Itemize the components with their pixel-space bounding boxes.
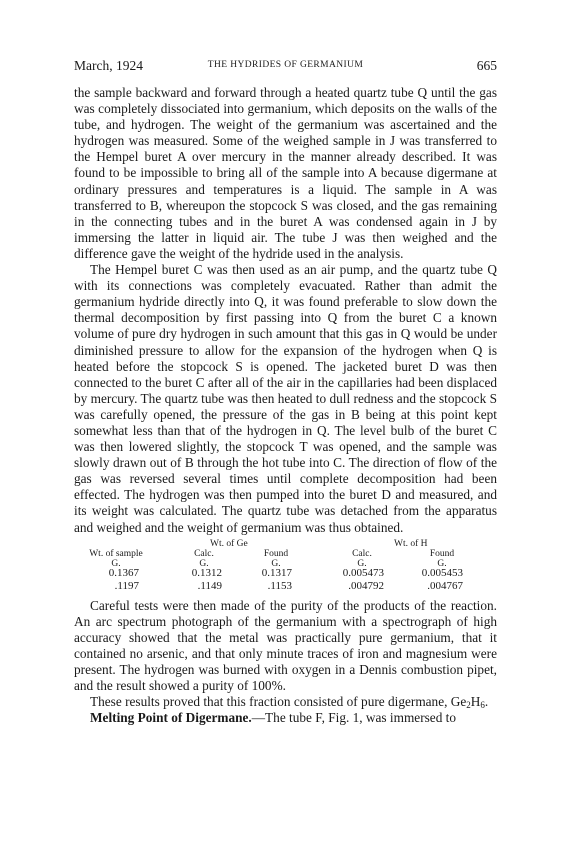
col-header-h-calc: Calc. G. [352, 548, 372, 569]
col-header-ge-found: Found G. [263, 548, 289, 569]
paragraph-4: These results proved that this fraction consisted of pure digermane, $Ge_2H_6$. [90, 694, 489, 711]
table-row: .1197 .1149 .1153 .004792 .004767 [114, 579, 463, 592]
paragraph-1: the sample backward and forward through a heated quartz tube Q until the gas was completely dissociated into germanium, which deposits on the walls of the tube, and hydrogen. The weight of the germanium was ascertained and the hydrogen was measured. Some of the weighed sample in J was transferred to the Hempel buret A over mercury in the manner already described. It was found to be impossible to bring all of the sample into A because digermane at ordinary pressures and temperatures is a liquid. The sample in A was transferred to B, whereupon the stopcock S was closed, and the gas remaining in the connecting tubes and in the buret A was condensed again in J by immersing the latter in liquid air. The tube J was then weighed and the difference gave the weight of the hydride used in the analysis. [74, 85, 497, 261]
paragraph-3: Careful tests were then made of the purity of the products of the reaction. An arc spectrum photograph of the germanium with a spectrograph of high accuracy showed that the metal was practically pure germanium, that it contained no arsenic, and that only minute traces of iron and magnesium were present. The hydrogen was burned with oxygen in a Dennis combustion pipet, and the result showed a purity of 100%. [74, 597, 497, 694]
section-heading: Melting Point of Digermane. [90, 710, 252, 726]
header-title: THE HYDRIDES OF GERMANIUM [207, 60, 364, 70]
col-header-sample: Wt. of sample G. [89, 548, 143, 569]
page-number: 665 [476, 58, 497, 73]
article-body [74, 85, 497, 726]
table-row: 0.1367 0.1312 0.1317 0.005473 0.005453 [108, 566, 463, 579]
paragraph-2: The Hempel buret C was then used as an air pump, and the quartz tube Q with its connections was completely evacuated. Rather than admit the germanium hydride directly into Q, it was found preferable to slow down the thermal decomposition by first passing into Q from the buret C a known volume of pure dry hydrogen in such amount that this gas in Q would be under diminished pressure to allow for the expansion of the hydrogen when Q is heated before the stopcock S is opened. The jacketed buret D was then connected to the buret C after all of the air in the capillaries had been displaced by mercury. The quartz tube was then heated to dull redness and the stopcock S was carefully opened, the pressure of the gas in B being at this point kept somewhat less than that of the hydrogen in Q. The level bulb of the buret C was then lowered slightly, the stopcock T was opened, and the sample was slowly drawn out of B through the hot tube into C. The direction of flow of the gas was reversed several times until complete decomposition had been effected. The hydrogen was then pumped into the buret D and measured, and its weight was calculated. The quartz tube was detached from the apparatus and weighed and the weight of germanium was thus obtained. [74, 262, 497, 535]
running-header [74, 58, 497, 78]
col-header-ge-calc: Calc. G. [194, 548, 214, 569]
group-header-h: Wt. of H [394, 538, 428, 549]
col-header-h-found: Found G. [429, 548, 455, 569]
paragraph-5: Melting Point of Digermane.—The tube F, Fig. 1, was immersed to [90, 710, 457, 726]
group-header-ge: Wt. of Ge [210, 538, 248, 549]
results-table [74, 539, 497, 593]
header-date: March, 1924 [74, 58, 143, 73]
table-header [74, 539, 497, 567]
